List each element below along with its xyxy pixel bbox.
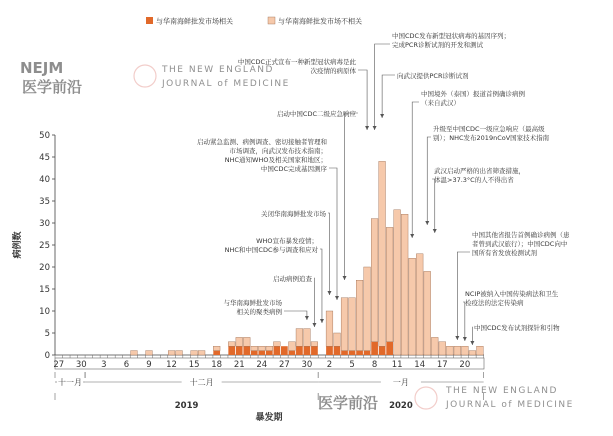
annotation-text: 别）；NHC发布2019nCoV国家技术指南	[433, 134, 550, 142]
annotation-text: （来自武汉）	[421, 99, 460, 107]
x-tick-label: 30	[301, 360, 313, 370]
x-tick-label: 12	[166, 360, 177, 370]
bar-unrelated	[228, 342, 235, 346]
x-tick-label: 20	[459, 360, 471, 370]
bar-related	[326, 346, 333, 355]
month-label: 十二月	[189, 378, 214, 387]
bar-unrelated	[289, 342, 296, 351]
bar-related	[341, 351, 348, 355]
bar-unrelated	[311, 342, 318, 346]
bar-unrelated	[191, 351, 198, 355]
bar-unrelated	[304, 329, 311, 347]
bar-unrelated	[266, 346, 273, 350]
y-tick-label: 30	[39, 219, 50, 229]
x-tick-label: 27	[278, 360, 290, 370]
bar-unrelated	[401, 214, 408, 355]
y-tick-label: 45	[39, 153, 50, 163]
annotation-text: 中国CDC正式宣布一种新型冠状病毒是此	[237, 58, 356, 66]
bar-unrelated	[394, 210, 401, 355]
bar-unrelated	[176, 351, 183, 355]
year-label: 2020	[389, 401, 413, 411]
annotation-text: 武汉启动严格的出省筛查措施，	[434, 167, 525, 175]
legend-swatch-related	[146, 17, 153, 24]
bar-unrelated	[349, 298, 356, 351]
annotation-text: 中国CDC完成基因测序	[260, 165, 327, 173]
bar-related	[371, 342, 378, 355]
annotation-text: WHO宣布暴发疫情；	[256, 237, 318, 245]
x-tick-label: 27	[53, 360, 65, 370]
watermark-english-line1: THE NEW ENGLAND	[162, 65, 274, 75]
watermark-english-line2-bottom: JOURNAL of MEDICINE	[446, 400, 574, 410]
annotation-text: 次疫情的病原体	[310, 67, 356, 75]
bar-unrelated	[461, 346, 468, 355]
y-tick-label: 40	[39, 175, 50, 185]
bar-unrelated	[334, 333, 341, 346]
y-tick-label: 25	[39, 241, 50, 251]
x-tick-label: 30	[75, 360, 87, 370]
legend-swatch-unrelated	[268, 17, 275, 24]
bar-unrelated	[296, 329, 303, 347]
bar-related	[236, 346, 243, 355]
x-tick-label: 8	[371, 360, 378, 370]
x-tick-label: 24	[256, 360, 268, 370]
y-tick-label: 35	[39, 197, 50, 207]
bar-unrelated	[258, 346, 265, 350]
bar-unrelated	[446, 346, 453, 355]
x-tick-label: 6	[123, 360, 130, 370]
annotation-text: 启动中国CDC二级应急响应	[276, 110, 356, 118]
annotation-text: 市场调查，向武汉发布技术指南；	[229, 147, 327, 155]
bar-unrelated	[477, 346, 484, 355]
legend-label-related: 与华南海鲜批发市场相关	[156, 17, 233, 26]
bar-unrelated	[431, 337, 438, 355]
bar-related	[289, 351, 296, 355]
x-tick-label: 11	[391, 360, 403, 370]
annotation-text: 中国CDC发布新型冠状病毒的基因序列；	[392, 32, 511, 40]
x-tick-label: 18	[211, 360, 223, 370]
bar-unrelated	[439, 342, 446, 355]
annotation-text: 与华南海鲜批发市场	[223, 299, 282, 307]
annotation-text: 中国CDC发布试剂探针和引物	[474, 324, 560, 332]
annotation-text: 向武汉提供PCR诊断试剂	[397, 72, 469, 80]
x-tick-label: 5	[349, 360, 355, 370]
x-axis-title: 暴发期	[255, 413, 283, 423]
annotation-text: 升级至中国CDC一级应急响应（最高级	[433, 125, 545, 133]
x-tick-label: 2	[326, 360, 333, 370]
bar-unrelated	[379, 161, 386, 346]
bar-related	[364, 351, 371, 355]
bar-related	[296, 346, 303, 355]
bar-unrelated	[424, 271, 431, 355]
bar-unrelated	[131, 351, 138, 355]
bar-unrelated	[364, 267, 371, 351]
bar-unrelated	[341, 298, 348, 351]
watermark-chinese-bottom: 医学前沿	[318, 394, 379, 412]
bar-related	[311, 346, 318, 355]
x-tick-label: 15	[188, 360, 200, 370]
bar-unrelated	[251, 346, 258, 350]
bar-unrelated	[236, 337, 243, 346]
bar-related	[243, 346, 250, 355]
month-label: 一月	[392, 378, 409, 387]
annotation-text: NHC通知WHO及相关国家和地区；	[224, 156, 327, 164]
bar-related	[273, 346, 280, 355]
legend-label-unrelated: 与华南海鲜批发市场不相关	[278, 17, 362, 26]
bar-related	[266, 351, 273, 355]
y-tick-label: 15	[39, 285, 50, 295]
annotation-text: 体温>37.3°C的人不得出省	[434, 176, 514, 184]
bar-related	[251, 351, 258, 355]
watermark-english-line2: JOURNAL of MEDICINE	[162, 79, 290, 89]
bar-related	[334, 346, 341, 355]
watermark-english-line1-bottom: THE NEW ENGLAND	[446, 386, 558, 396]
bar-unrelated	[409, 258, 416, 355]
bar-related	[258, 351, 265, 355]
annotation-text: NCIP被纳入中国传染病法和卫生	[465, 290, 559, 298]
y-tick-label: 50	[39, 131, 50, 141]
bar-related	[304, 346, 311, 355]
x-tick-label: 17	[436, 360, 448, 370]
bar-related	[349, 351, 356, 355]
y-tick-label: 20	[39, 263, 50, 273]
year-label: 2019	[174, 401, 199, 411]
annotation-text: 中国境外（泰国）报道首例确诊病例	[421, 90, 525, 98]
bar-related	[386, 342, 393, 355]
bar-unrelated	[146, 351, 153, 355]
bar-unrelated	[416, 254, 423, 355]
y-tick-label: 10	[39, 307, 50, 317]
x-tick-label: 21	[233, 360, 245, 370]
x-tick-label: 14	[414, 360, 426, 370]
bar-related	[281, 346, 288, 355]
bar-unrelated	[386, 227, 393, 341]
annotation-text: 启动病例追查	[273, 275, 312, 283]
bar-unrelated	[213, 346, 220, 350]
bar-related	[356, 351, 363, 355]
month-label: 十一月	[58, 378, 83, 387]
annotation-text: 相关的聚类病例	[236, 308, 282, 316]
bar-unrelated	[454, 346, 461, 355]
y-axis-title: 病例数	[13, 231, 23, 259]
annotation-text: 者曾到武汉旅行）；中国CDC向中	[472, 240, 568, 248]
annotation-text: 检疫法的法定传染病	[465, 299, 524, 307]
annotation-text: 中国其他省报告首例确诊病例（患	[472, 231, 570, 239]
bar-related	[379, 346, 386, 355]
annotation-text: 启动紧急监测、病例调查、密切接触者管理和	[197, 138, 327, 146]
bar-unrelated	[326, 311, 333, 346]
watermark-chinese: 医学前沿	[22, 78, 83, 96]
bar-unrelated	[168, 351, 175, 355]
x-tick-label: 9	[146, 360, 152, 370]
bar-unrelated	[469, 351, 476, 355]
bar-unrelated	[243, 337, 250, 346]
bar-unrelated	[371, 219, 378, 342]
watermark-logo: NEJM	[20, 59, 64, 77]
annotation-text: 完成PCR诊断试剂的开发和测试	[392, 41, 483, 49]
annotation-text: 关闭华南海鲜批发市场	[261, 210, 326, 218]
y-tick-label: 0	[44, 351, 50, 361]
bar-related	[213, 351, 220, 355]
bar-unrelated	[273, 342, 280, 346]
bar-related	[228, 346, 235, 355]
annotation-text: 国所有省发放检测试剂	[472, 249, 537, 257]
bar-unrelated	[356, 280, 363, 350]
bar-unrelated	[198, 351, 205, 355]
y-tick-label: 5	[44, 329, 50, 339]
x-tick-label: 3	[101, 360, 107, 370]
annotation-text: NHC和中国CDC参与调查和应对	[224, 246, 318, 254]
